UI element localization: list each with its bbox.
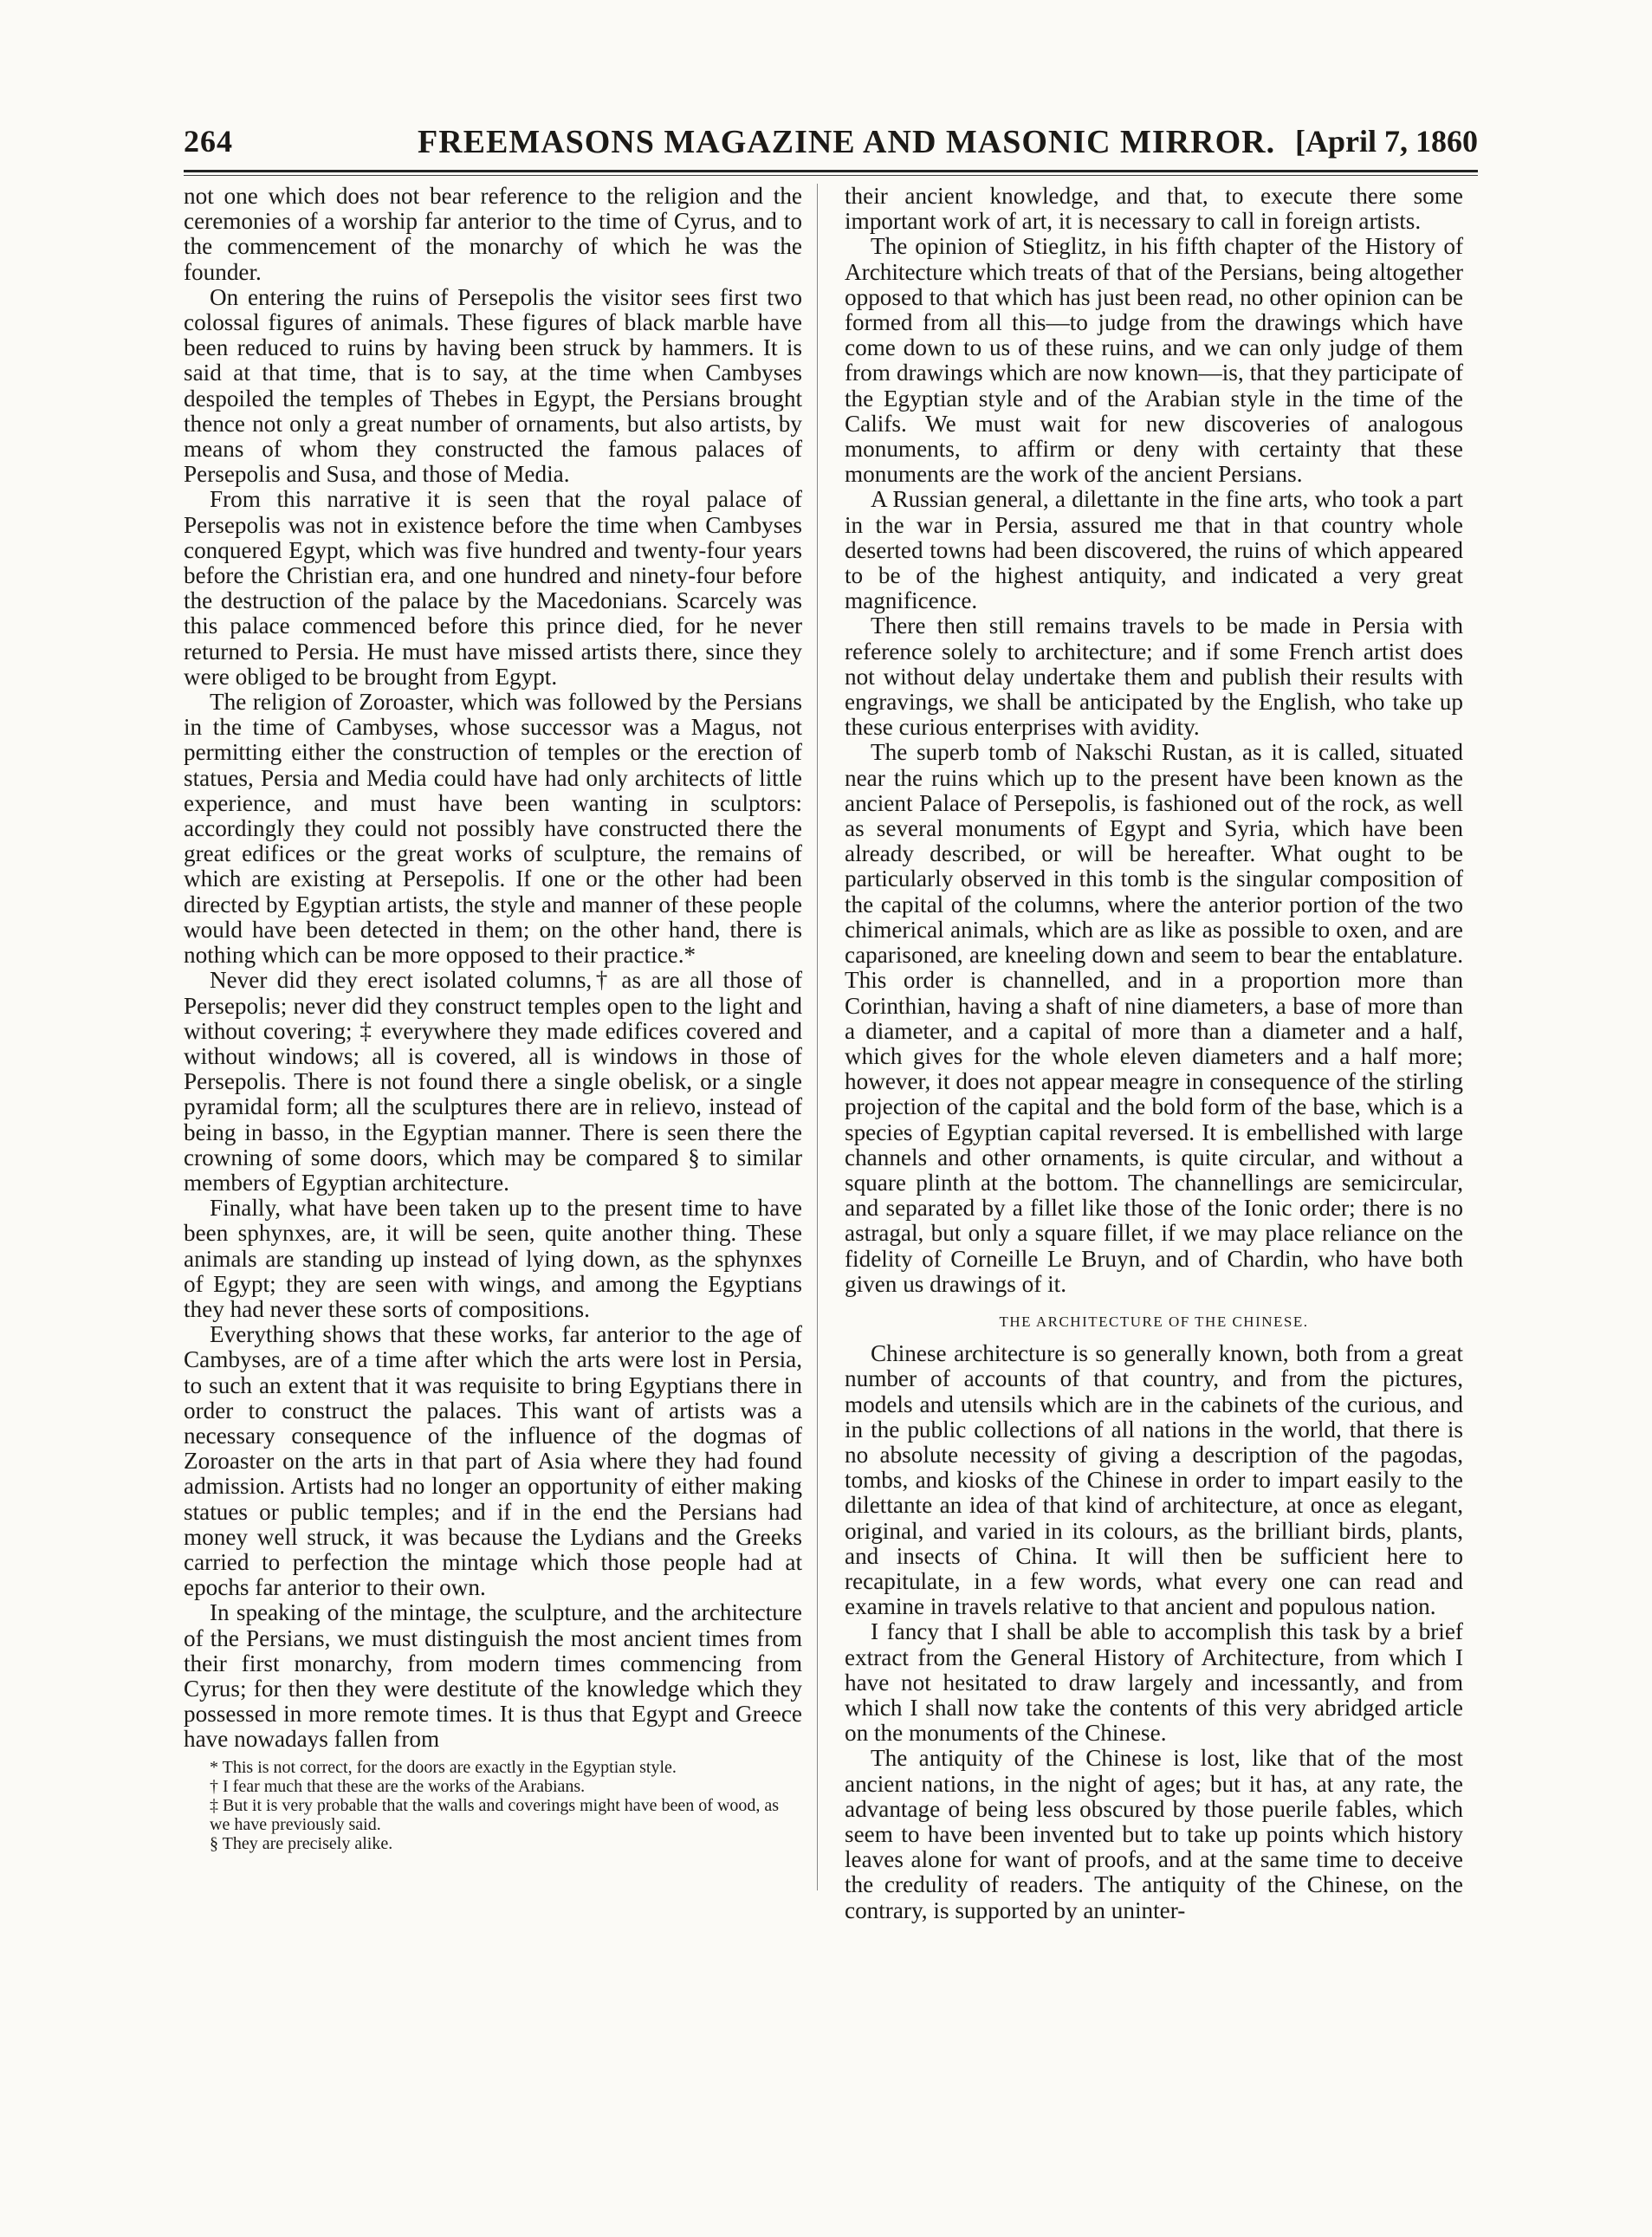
paragraph: The superb tomb of Nakschi Rustan, as it is called, situated near the ruins which up to the present have been known as the ancient Palace of Persepolis, is fashioned out of the rock, as well as several monuments of Egypt and Syria, which have been already described, or will be hereafter. What ought to be particularly observed in this tomb is the singular composition of the capital of the columns, where the anterior portion of the two chimerical animals, which are as like as possible to oxen, and are caparisoned, are kneeling down and seem to bear the entablature. This order is channelled, and in a proportion more than Corinthian, having a shaft of nine diameters, a base of more than a diameter, and a capital of more than a diameter and a half, which gives for the whole eleven diameters and a half more; however, it does not appear meagre in consequence of the stirling projection of the capital and the bold form of the base, which is a species of Egyptian capital reversed. It is embellished with large channels and other ornaments, is quite circular, and without a square plinth at the bottom. The channellings are semicircular, and separated by a fillet like those of the Ionic order; there is no astragal, but only a square fillet, if we may place reliance on the fidelity of Corneille Le Bruyn, and of Chardin, who have both given us drawings of it. [845, 739, 1463, 1297]
paragraph: The opinion of Stieglitz, in his fifth chapter of the History of Architecture which treats of that of the Persians, being altogether opposed to that which has just been read, no other opinion can be formed from all this—to judge from the drawings which have come down to us of these ruins, and we can only judge of them from drawings which are now known—is, that they participate of the Egyptian style and of the Arabian style in the time of the Califs. We must wait for new discoveries of analogous monuments, to affirm or deny with certainty that these monuments are the work of the ancient Persians. [845, 233, 1463, 488]
paragraph: I fancy that I shall be able to accomplish this task by a brief extract from the General History of Architecture, from which I have not hesitated to draw largely and incessantly, and from which I shall now take the contents of this very abridged article on the monuments of the Chinese. [845, 1618, 1463, 1747]
page-header [184, 123, 1478, 158]
footnote: * This is not correct, for the doors are exactly in the Egyptian style. [210, 1757, 677, 1777]
paragraph: From this narrative it is seen that the royal palace of Persepolis was not in existence before the time when Cambyses conquered Egypt, which was five hundred and twenty-four years before the Christian era, and one hundred and ninety-four before the destruction of the palace by the Macedonians. Scarcely was this palace commenced before this prince died, for he never returned to Persia. He must have missed artists there, since they were obliged to be brought from Egypt. [184, 486, 802, 690]
paragraph: Finally, what have been taken up to the present time to have been sphynxes, are, it will be seen, quite another thing. These animals are standing up instead of lying down, as the sphynxes of Egypt; they are seen with wings, and among the Egyptians they had never these sorts of compositions. [184, 1195, 802, 1322]
footnote: § They are precisely alike. [210, 1833, 393, 1853]
paragraph: A Russian general, a dilettante in the fine arts, who took a part in the war in Persia, assured me that in that country whole deserted towns had been discovered, the ruins of which appeared to be of the highest antiquity, and indicated a very great magnificence. [845, 486, 1463, 614]
paragraph: The antiquity of the Chinese is lost, like that of the most ancient nations, in the night of ages; but it has, at any rate, the advantage of being less obscured by those puerile fables, which seem to have been invented but to take up points which history leaves alone for want of proofs, and at the same time to deceive the credulity of readers. The antiquity of the Chinese, on the contrary, is supported by an uninter- [845, 1745, 1463, 1923]
header-rule-thin [184, 175, 1478, 176]
column-divider [817, 184, 818, 1890]
section-title: THE ARCHITECTURE OF THE CHINESE. [999, 1313, 1309, 1330]
paragraph: Chinese architecture is so generally known, both from a great number of accounts of that country, and from the pictures, models and utensils which are in the cabinets of the curious, and in the public collections of all nations in the world, that there is no absolute necessity of giving a description of the pagodas, tombs, and kiosks of the Chinese in order to impart easily to the dilettante an idea of that kind of architecture, at once as elegant, original, and varied in its colours, as the brilliant birds, plants, and insects of China. It will then be sufficient here to recapitulate, in a few words, what every one can read and examine in travels relative to that ancient and populous nation. [845, 1340, 1463, 1620]
issue-date: [April 7, 1860 [1295, 124, 1478, 159]
paragraph: their ancient knowledge, and that, to execute there some important work of art, it is necessary to call in foreign artists. [845, 183, 1463, 235]
right-column [845, 184, 1463, 1923]
footnote: ‡ But it is very probable that the walls and coverings might have been of wood, as we have previously said. [210, 1795, 780, 1834]
paragraph: not one which does not bear reference to the religion and the ceremonies of a worship far anterior to the time of Cyrus, and to the commencement of the monarchy of which he was the founder. [184, 183, 802, 285]
footnotes [184, 1758, 802, 1853]
paragraph: In speaking of the mintage, the sculpture, and the architecture of the Persians, we must distinguish the most ancient times from their first monarchy, from modern times commencing from Cyrus; for then they were destitute of the knowledge which they possessed in more remote times. It is thus that Egypt and Greece have nowadays fallen from [184, 1599, 802, 1753]
page-number: 264 [184, 124, 233, 159]
paragraph: There then still remains travels to be made in Persia with reference solely to architecture; and if some French artist does not without delay undertake them and publish their results with engravings, we shall be anticipated by the English, who take up these curious enterprises with avidity. [845, 613, 1463, 741]
paragraph: Everything shows that these works, far anterior to the age of Cambyses, are of a time after which the arts were lost in Persia, to such an extent that it was requisite to bring Egyptians there in order to construct the palaces. This want of artists was a necessary consequence of the influence of the dogmas of Zoroaster on the arts in that part of Asia where they had found admission. Artists had no longer an opportunity of either making statues or public temples; and if in the end the Persians had money well struck, it was because the Lydians and the Greeks carried to perfection the mintage which those people had at epochs far anterior to their own. [184, 1321, 802, 1601]
left-column [184, 184, 802, 1853]
footnote: † I fear much that these are the works of the Arabians. [210, 1776, 586, 1796]
paragraph: The religion of Zoroaster, which was followed by the Persians in the time of Cambyses, whose successor was a Magus, not permitting either the construction of temples or the erection of statues, Persia and Media could have had only architects of little experience, and must have been wanting in sculptors: accordingly they could not possibly have constructed there the great edifices or the great works of sculpture, the remains of which are existing at Persepolis. If one or the other had been directed by Egyptian artists, the style and manner of these people would have been detected in them; on the other hand, there is nothing which can be more opposed to their practice.* [184, 689, 802, 969]
paragraph: On entering the ruins of Persepolis the visitor sees first two colossal figures of animals. These figures of black marble have been reduced to ruins by having been struck by hammers. It is said at that time, that is to say, at the time when Cambyses despoiled the temples of Thebes in Egypt, the Persians brought thence not only a great number of ornaments, but also artists, by means of whom they constructed the famous palaces of Persepolis and Susa, and those of Media. [184, 283, 802, 488]
header-rule [184, 170, 1478, 172]
magazine-title: FREEMASONS MAGAZINE AND MASONIC MIRROR. [418, 124, 1276, 160]
paragraph: Never did they erect isolated columns,† as are all those of Persepolis; never did they construct temples open to the light and without covering; ‡ everywhere they made edifices covered and without windows; all is covered, all is windows in those of Persepolis. There is not found there a single obelisk, or a single pyramidal form; all the sculptures there are in relievo, instead of being in basso, in the Egyptian manner. There is seen there the crowning of some doors, which may be compared § to similar members of Egyptian architecture. [184, 967, 802, 1196]
